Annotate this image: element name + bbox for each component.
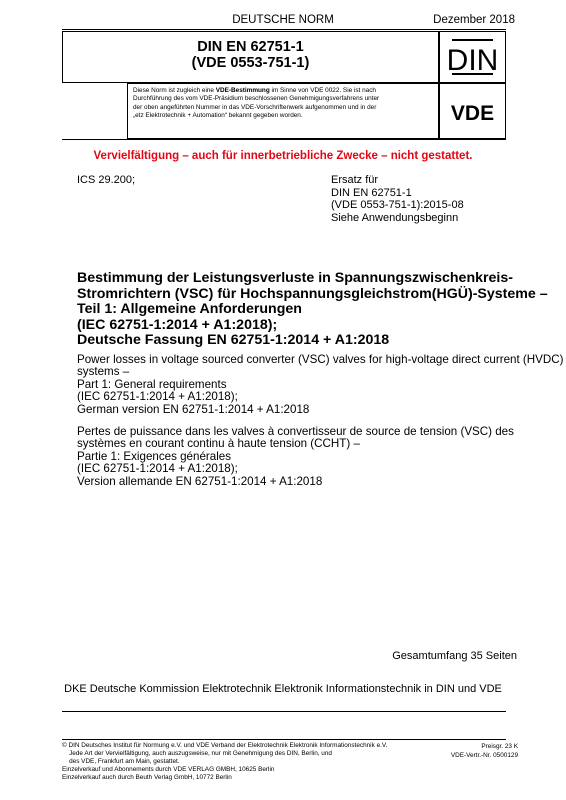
- vde-regulation-note: [133, 87, 435, 121]
- ics-code: ICS 29.200;: [77, 174, 136, 186]
- header-rule: [62, 29, 506, 30]
- german-title: Bestimmung der Leistungsverluste in Spannungszwischenkreis- Stromrichtern (VSC) für Hochspannungsgleichstrom(HGÜ)-Systeme – Teil 1: Allgemeine Anforderungen (IEC 62751-1:2014 + A1:2018); Deutsche Fassung EN 62751-1:2014 + A1:2018: [77, 270, 548, 348]
- din-logo-icon: [440, 32, 505, 82]
- french-title: Pertes de puissance dans les valves à convertisseur de source de tension (VSC) des systèmes en courant continu à haute tension (CCHT) – Partie 1: Exigences générales (IEC 62751-1:2014 + A1:2018); Version allemande EN 62751-1:2014 + A1:2018: [77, 425, 514, 488]
- price-group: Preisgr. 23 K: [481, 743, 518, 750]
- reproduction-warning: Vervielfältigung – auch für innerbetriebliche Zwecke – nicht gestattet.: [93, 150, 473, 162]
- footer-rule: [62, 739, 506, 740]
- note-line-3: der oben angeführten Nummer in das VDE-Vorschriftenwerk aufgenommen und in der: [133, 103, 377, 111]
- vde-distribution-number: VDE-Vertr.-Nr. 0500129: [450, 752, 518, 759]
- page-count: Gesamtumfang 35 Seiten: [392, 650, 517, 662]
- dke-committee: DKE Deutsche Kommission Elektrotechnik Elektronik Informationstechnik in DIN und VDE: [64, 683, 502, 695]
- note-line-4: „etz Elektrotechnik + Automation“ bekannt gegeben worden.: [133, 112, 303, 120]
- replacement-info: Ersatz für DIN EN 62751-1 (VDE 0553-751-1):2015-08 Siehe Anwendungsbeginn: [331, 174, 464, 224]
- footer-rule-top: [62, 711, 506, 712]
- vde-logo-text: VDE: [450, 102, 495, 125]
- din-logo-text: DIN: [446, 44, 499, 77]
- publication-date: Dezember 2018: [433, 14, 515, 26]
- price-info: [451, 742, 518, 760]
- note-line-2: Durchführung des vom VDE-Präsidium beschlossenen Genehmigungsverfahrens unter: [133, 95, 380, 103]
- norm-type-label: DEUTSCHE NORM: [232, 14, 334, 26]
- header-bottom-rule: [62, 139, 506, 140]
- vde-logo-box: [439, 83, 506, 139]
- vde-logo-icon: [440, 84, 505, 138]
- standard-number: DIN EN 62751-1: [197, 39, 304, 55]
- vde-number: (VDE 0553-751-1): [191, 55, 310, 71]
- din-logo-box: [439, 31, 506, 83]
- copyright-notice: © DIN Deutsches Institut für Normung e.V. und VDE Verband der Elektrotechnik Elektronik Informationstechnik e.V. Jede Art der Vervielfältigung, auch auszugsweise, nur mit Genehmigung des DIN, Berlin, und des VDE, Frankfurt am Main, gestattet. Einzelverkauf und Abonnements durch VDE VERLAG GMBH, 10625 Berlin Einzelverkauf auch durch Beuth Verlag GmbH, 10772 Berlin: [62, 742, 388, 781]
- note-line-1: Diese Norm ist zugleich eine VDE-Bestimmung im Sinne von VDE 0022. Sie ist nach: [133, 87, 376, 94]
- english-title: Power losses in voltage sourced converter (VSC) valves for high-voltage direct current (HVDC) systems – Part 1: General requirements (IEC 62751-1:2014 + A1:2018); German version EN 62751-1:2014 + A1:2018: [77, 353, 564, 416]
